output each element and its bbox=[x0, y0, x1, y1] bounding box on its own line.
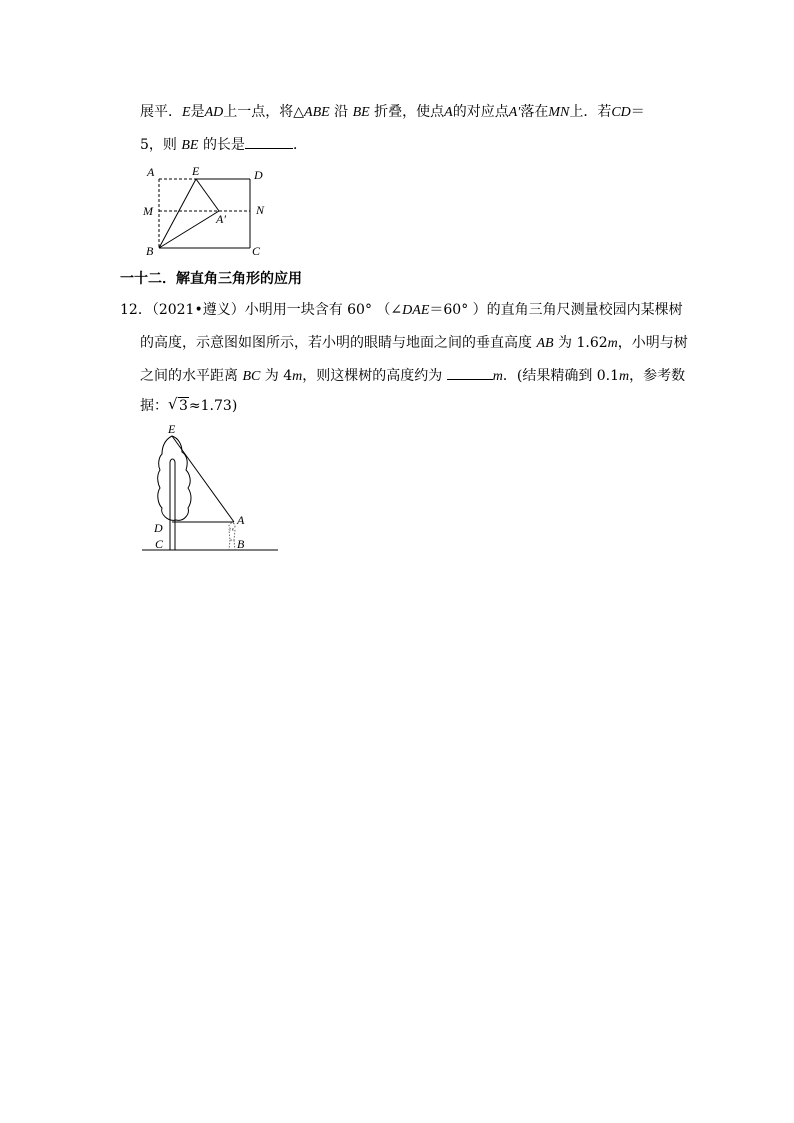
text: 的对应点 bbox=[452, 104, 509, 120]
unit-m: m bbox=[292, 369, 303, 384]
segment-ea-prime bbox=[196, 179, 219, 211]
var-ad: AD bbox=[204, 105, 224, 120]
label-c: C bbox=[155, 537, 164, 551]
label-b: B bbox=[237, 537, 245, 551]
label-b: B bbox=[146, 244, 154, 258]
segment-be bbox=[159, 179, 196, 248]
text: ≈1.73) bbox=[188, 398, 238, 414]
label-a-prime: A′ bbox=[216, 212, 226, 226]
section-heading: 一十二．解直角三角形的应用 bbox=[120, 271, 302, 287]
var-a: A bbox=[444, 105, 453, 120]
label-c: C bbox=[252, 244, 261, 258]
var-be: BE bbox=[352, 105, 370, 120]
text: 的高度，示意图如图所示，若小明的眼睛与地面之间的垂直高度 bbox=[140, 335, 532, 351]
text: 据： bbox=[140, 398, 168, 414]
segment-ea bbox=[172, 436, 234, 522]
label-d: D bbox=[154, 521, 163, 535]
text: 上一点，将△ bbox=[223, 104, 305, 120]
var-mn: MN bbox=[548, 105, 570, 120]
answer-blank[interactable] bbox=[447, 365, 493, 380]
text: ．(结果精确到 0.1 bbox=[502, 368, 620, 384]
text: 为 4 bbox=[264, 368, 293, 384]
unit-m: m bbox=[607, 336, 618, 351]
text: 为 1.62 bbox=[558, 335, 608, 351]
var-bc: BC bbox=[242, 369, 261, 384]
text: ，小明与树 bbox=[617, 335, 688, 351]
segment-ba-prime bbox=[159, 211, 219, 248]
unit-m: m bbox=[619, 369, 630, 384]
q11-line-2 bbox=[140, 134, 307, 156]
tree-measurement-figure bbox=[138, 422, 288, 557]
q12-line-1 bbox=[120, 300, 683, 321]
text: ，则这棵树的高度约为 bbox=[302, 368, 443, 384]
label-a: A bbox=[147, 165, 155, 179]
var-abe: ABE bbox=[304, 105, 330, 120]
var-a-prime: A′ bbox=[508, 105, 521, 120]
unit-m: m bbox=[492, 369, 503, 384]
text: 折叠，使点 bbox=[374, 104, 445, 120]
label-n: N bbox=[256, 203, 265, 217]
q12-line-3 bbox=[140, 365, 685, 387]
text: ，参考数 bbox=[629, 368, 686, 384]
text: 展平． bbox=[140, 104, 182, 120]
person-figure bbox=[229, 523, 235, 550]
var-be: BE bbox=[181, 138, 199, 153]
text: 是 bbox=[190, 104, 205, 120]
var-dae: DAE bbox=[402, 303, 430, 318]
sqrt-expression bbox=[168, 396, 189, 416]
tree-trunk bbox=[170, 459, 175, 550]
q12-line-2 bbox=[140, 333, 688, 354]
text: 上．若 bbox=[569, 104, 612, 120]
var-e: E bbox=[182, 105, 191, 120]
q11-line-1 bbox=[140, 102, 645, 123]
text: 之间的水平距离 bbox=[140, 368, 238, 384]
text: 的长是 bbox=[202, 137, 245, 153]
label-d: D bbox=[254, 168, 263, 182]
answer-blank[interactable] bbox=[245, 134, 293, 149]
label-e: E bbox=[168, 422, 176, 436]
label-e: E bbox=[192, 164, 200, 178]
text: ＝60° ）的直角三角尺测量校园内某棵树 bbox=[429, 302, 683, 318]
var-ab: AB bbox=[536, 336, 554, 351]
text: 落在 bbox=[520, 104, 549, 120]
text: 5，则 bbox=[140, 137, 177, 153]
label-a: A bbox=[237, 513, 245, 527]
tree-crown bbox=[158, 436, 191, 520]
label-m: M bbox=[143, 204, 153, 218]
sqrt-symbol: √ bbox=[168, 395, 178, 413]
radicand: 3 bbox=[179, 398, 188, 414]
text: ＝ bbox=[630, 104, 645, 120]
text: ． bbox=[292, 137, 307, 153]
var-cd: CD bbox=[611, 105, 631, 120]
text: 沿 bbox=[334, 104, 349, 120]
text: 12．（2021•遵义）小明用一块含有 60° （∠ bbox=[120, 302, 403, 318]
fold-rectangle-figure bbox=[140, 160, 280, 260]
q12-line-4 bbox=[140, 396, 237, 416]
